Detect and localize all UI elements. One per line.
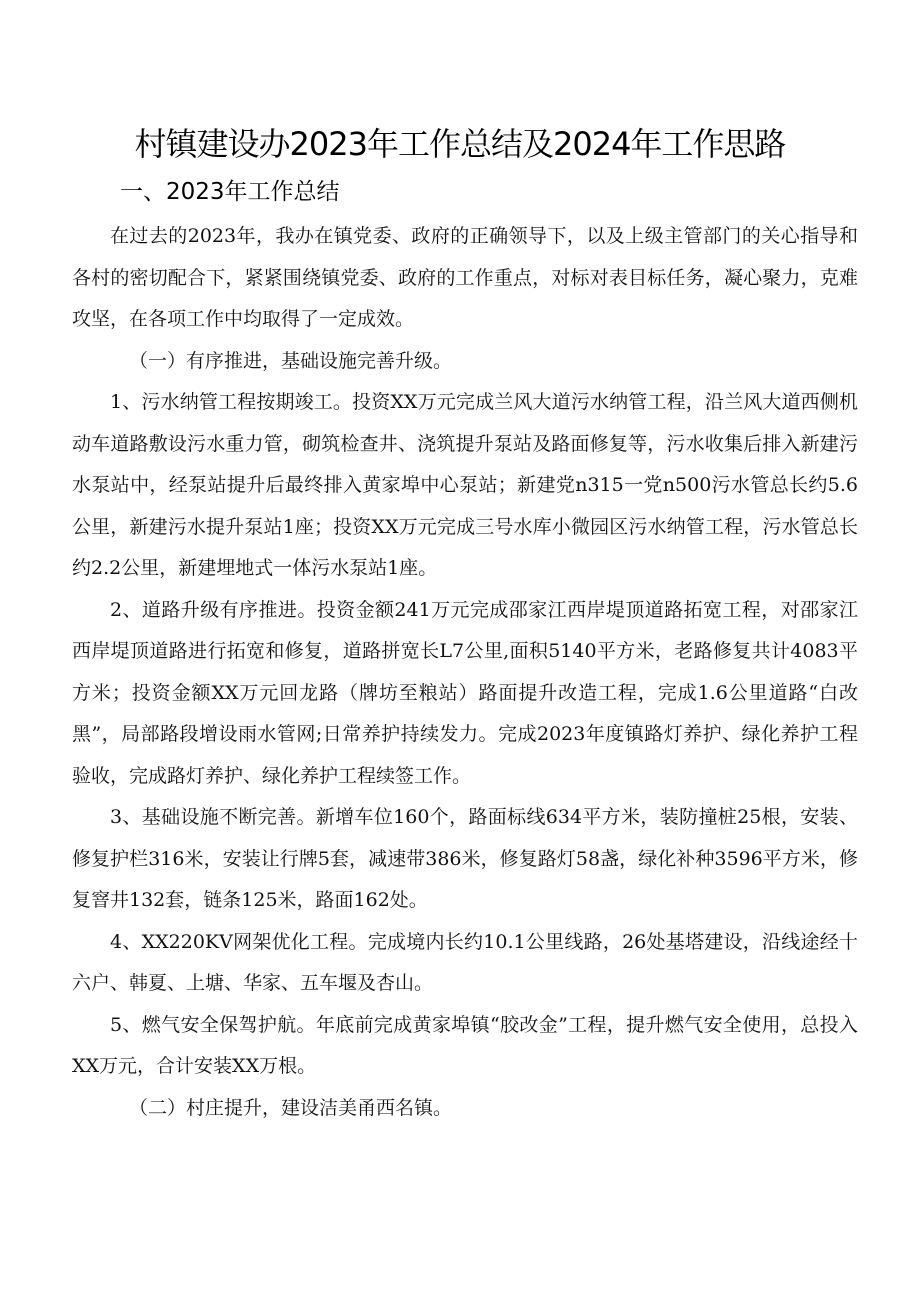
subheading-village: （二）村庄提升，建设洁美甬西名镇。: [129, 1096, 453, 1119]
paragraph-gas-safety: 5、燃气安全保驾护航。年底前完成黄家埠镇“胶改金”工程，提升燃气安全使用，总投入XX万元，合计安装XX万根。: [72, 1013, 858, 1077]
document-title: 村镇建设办2023年工作总结及2024年工作思路: [134, 125, 786, 163]
paragraph-facilities: 3、基础设施不断完善。新增车位160个，路面标线634平方米，装防撞桩25根，安装、修复护栏316米，安装让行牌5套，减速带386米，修复路灯58盏，绿化补种3596平方米，修复窨井132套，链条125米，路面162处。: [72, 806, 858, 911]
paragraph-power-grid: 4、XX220KV网架优化工程。完成境内长约10.1公里线路，26处基塔建设，沿线途经十六户、韩夏、上塘、华家、五车堰及杏山。: [72, 930, 858, 994]
paragraph-roads: 2、道路升级有序推进。投资金额241万元完成邵家江西岸堤顶道路拓宽工程，对邵家江西岸堤顶道路进行拓宽和修复，道路拼宽长L7公里,面积5140平方米，老路修复共计4083平方米；投资金额XX万元回龙路（牌坊至粮站）路面提升改造工程，完成1.6公里道路“白改黑”，局部路段增设雨水管网;日常养护持续发力。完成2023年度镇路灯养护、绿化养护工程验收，完成路灯养护、绿化养护工程续签工作。: [72, 598, 858, 787]
intro-paragraph: 在过去的2023年，我办在镇党委、政府的正确领导下，以及上级主管部门的关心指导和各村的密切配合下，紧紧围绕镇党委、政府的工作重点，对标对表目标任务，凝心聚力，克难攻坚，在各项工作中均取得了一定成效。: [72, 225, 858, 330]
section-heading: 一、2023年工作总结: [120, 179, 340, 205]
document-body: [72, 216, 858, 1129]
subheading-infrastructure: （一）有序推进，基础设施完善升级。: [129, 349, 453, 372]
paragraph-sewage: 1、污水纳管工程按期竣工。投资XX万元完成兰风大道污水纳管工程，沿兰风大道西侧机动车道路敷设污水重力管，砌筑检查井、浇筑提升泵站及路面修复等，污水收集后排入新建污水泵站中，经泵站提升后最终排入黄家埠中心泵站；新建党n315一党n500污水管总长约5.6公里，新建污水提升泵站1座；投资XX万元完成三号水库小微园区污水纳管工程，污水管总长约2.2公里，新建埋地式一体污水泵站1座。: [72, 391, 858, 579]
